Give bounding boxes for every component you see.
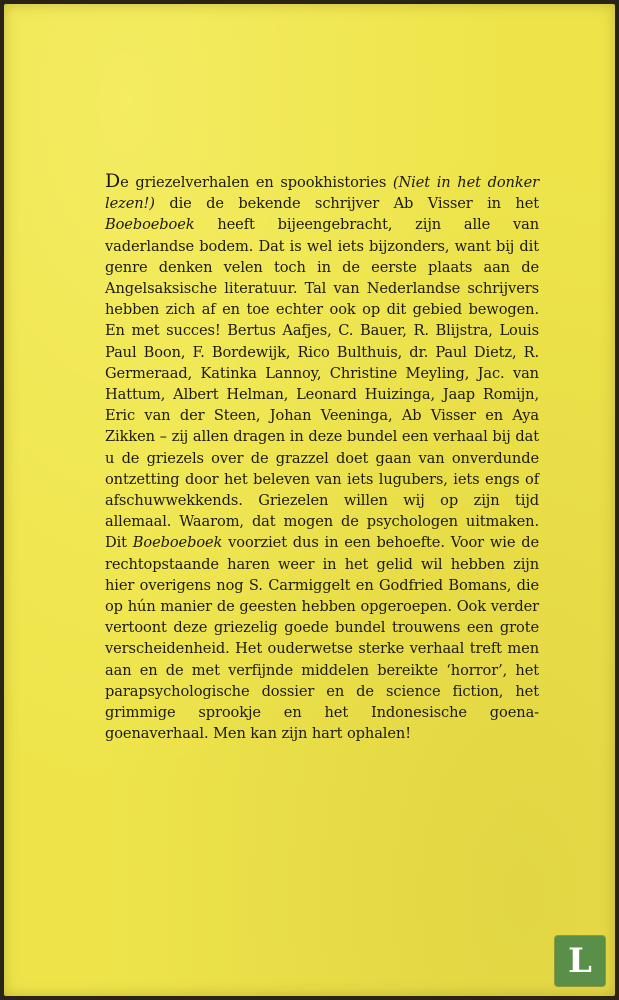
blurb-segment: e griezelverhalen en spookhistories (120, 174, 393, 191)
book-back-cover (4, 4, 615, 996)
blurb-italic-title: (Niet in het donker lezen!) (105, 174, 539, 213)
drop-cap: D (105, 170, 121, 192)
blurb-italic-book-name: Boeboeboek (105, 216, 195, 234)
blurb-segment: voorziet dus in een behoefte. Voor wie de rechtopstaande haren weer in het gelid wil hebben zijn hier overigens nog S. Carmiggelt en Godfried Bomans, die op hún manier de geesten hebben opgeroepen. Ook verder vertoont deze griezelig goede bundel trouwens een grote verscheidenheid. Het ouderwetse sterke verhaal treft men aan en de met verfijnde middelen bereikte ‘horror’, het parapsychologische dossier en de science fiction, het grimmige sprookje en het Indonesische goena-goenaverhaal. Men kan zijn hart ophalen! (105, 534, 539, 743)
blurb-segment: heeft bijeengebracht, zijn alle van vaderlandse bodem. Dat is wel iets bijzonders, want bij dit genre denken velen toch in de eerste plaats aan de Angelsaksische literatuur. Tal van Nederlandse schrijvers hebben zich af en toe echter ook op dit gebied bewogen. En met succes! Bertus Aafjes, C. Bauer, R. Blijstra, Louis Paul Boon, F. Bordewijk, Rico Bulthuis, dr. Paul Dietz, R. Germeraad, Katinka Lannoy, Christine Meyling, Jac. van Hattum, Albert Helman, Leonard Huizinga, Jaap Romijn, Eric van der Steen, Johan Veeninga, Ab Visser en Aya Zikken – zij allen dragen in deze bundel een verhaal bij dat u de griezels over de grazzel doet gaan van onverdunde ontzetting door het beleven van iets lugubers, iets engs of afschuwwekkends. Griezelen willen wij op zijn tijd allemaal. Waarom, dat mogen de psychologen uitmaken. Dit (105, 216, 539, 552)
watermark-logo (555, 936, 605, 986)
blurb-text (105, 171, 539, 744)
blurb-segment: die de bekende schrijver Ab Visser in het (154, 195, 539, 213)
logo-letter: L (568, 941, 592, 981)
blurb-italic-book-name: Boeboeboek (132, 534, 223, 552)
